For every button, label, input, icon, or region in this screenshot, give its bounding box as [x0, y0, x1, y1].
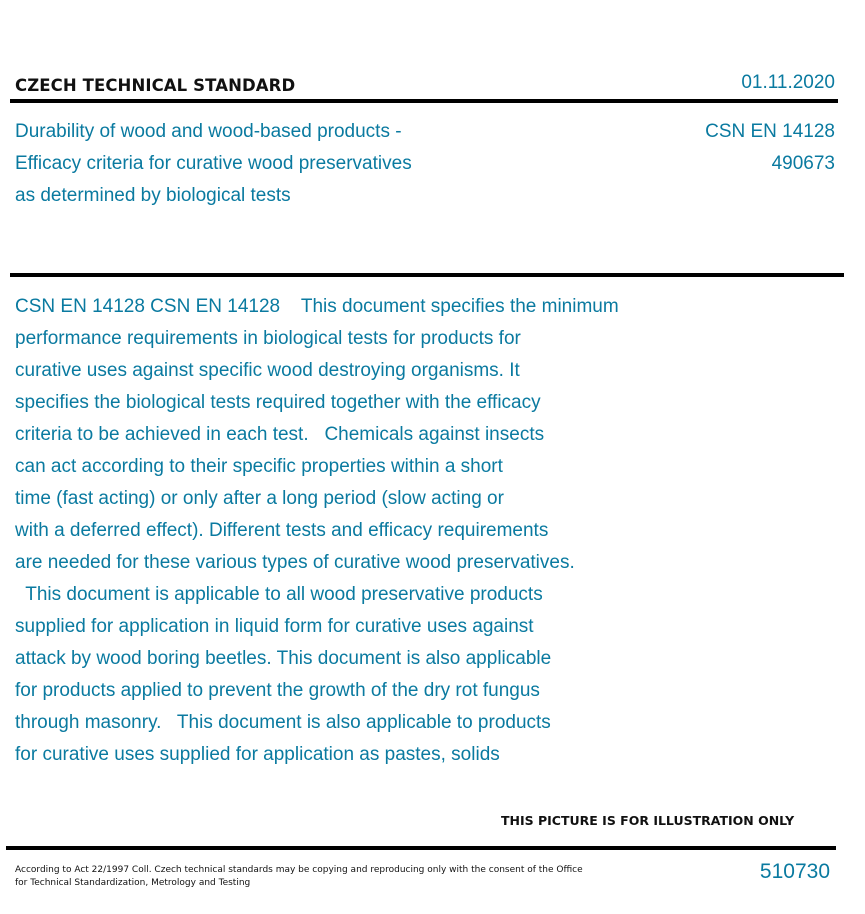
title-divider: [10, 273, 844, 277]
abstract-line: time (fast acting) or only after a long period (slow acting or: [15, 488, 504, 509]
standard-codes: [705, 116, 835, 180]
abstract-line: This document is applicable to all wood preservative products: [15, 584, 543, 605]
legal-notice-line: According to Act 22/1997 Coll. Czech technical standards may be copying and reproducing only with the consent of the Office: [15, 865, 583, 875]
title-line: Efficacy criteria for curative wood preservatives: [15, 153, 412, 174]
abstract-line: supplied for application in liquid form for curative uses against: [15, 616, 534, 637]
abstract-line: with a deferred effect). Different tests and efficacy requirements: [15, 520, 549, 541]
title-line: Durability of wood and wood-based products -: [15, 121, 402, 142]
abstract-line: for curative uses supplied for application as pastes, solids: [15, 744, 500, 765]
catalog-number: 490673: [771, 153, 835, 174]
header-divider: [10, 99, 838, 103]
legal-notice-line: for Technical Standardization, Metrology and Testing: [15, 878, 251, 888]
title-line: as determined by biological tests: [15, 185, 291, 206]
legal-notice: [15, 864, 583, 890]
abstract-line: performance requirements in biological tests for products for: [15, 328, 521, 349]
footer-code: 510730: [759, 860, 830, 883]
abstract-line: for products applied to prevent the growth of the dry rot fungus: [15, 680, 540, 701]
document-title: [15, 116, 412, 212]
abstract-line: CSN EN 14128 CSN EN 14128 This document specifies the minimum: [15, 296, 619, 317]
standard-code: CSN EN 14128: [705, 121, 835, 142]
illustration-notice: THIS PICTURE IS FOR ILLUSTRATION ONLY: [501, 813, 795, 828]
publication-date: 01.11.2020: [741, 72, 835, 93]
abstract-line: through masonry. This document is also applicable to products: [15, 712, 551, 733]
abstract-line: can act according to their specific properties within a short: [15, 456, 503, 477]
abstract-line: attack by wood boring beetles. This document is also applicable: [15, 648, 552, 669]
footer-divider: [6, 846, 836, 850]
standard-type-label: CZECH TECHNICAL STANDARD: [15, 76, 296, 95]
abstract-line: criteria to be achieved in each test. Chemicals against insects: [15, 424, 545, 445]
document-abstract: [15, 291, 619, 771]
abstract-line: curative uses against specific wood destroying organisms. It: [15, 360, 520, 381]
abstract-line: are needed for these various types of curative wood preservatives.: [15, 552, 575, 573]
abstract-line: specifies the biological tests required together with the efficacy: [15, 392, 541, 413]
